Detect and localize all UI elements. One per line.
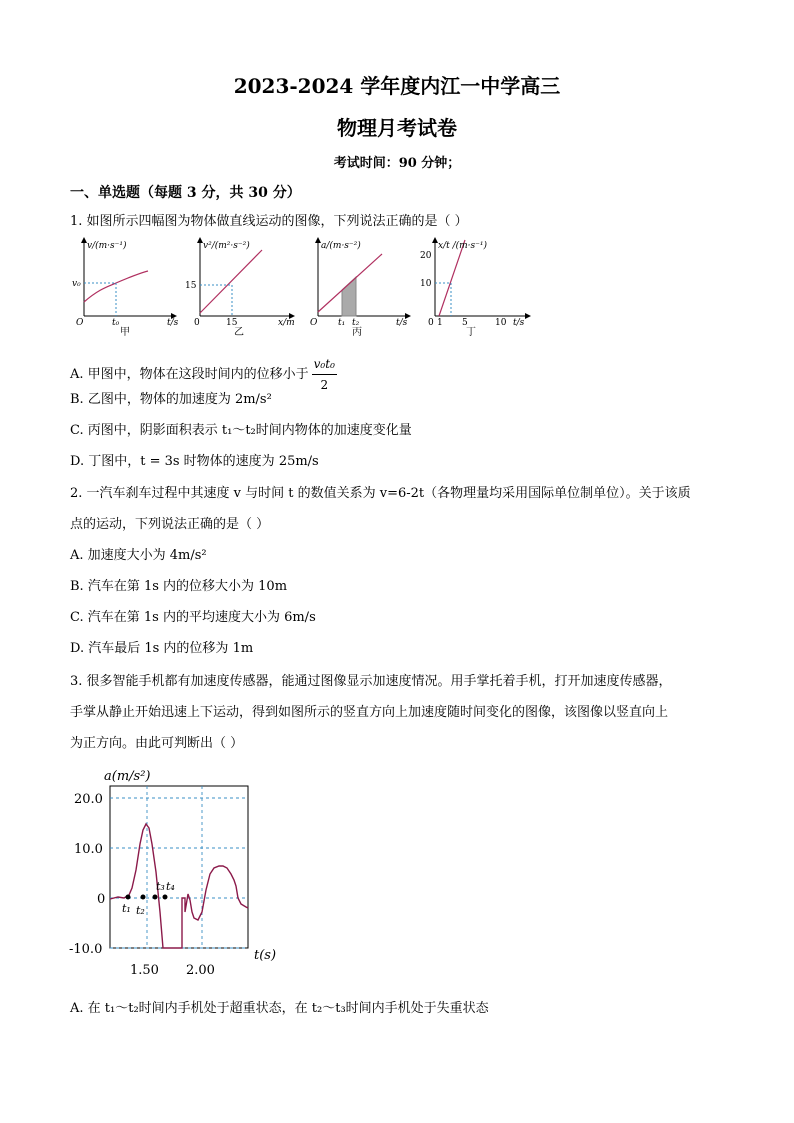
q2-option-a: A. 加速度大小为 4m/s² <box>70 548 207 563</box>
yi-caption: 乙 <box>234 327 244 338</box>
q3-acceleration-graph <box>66 762 286 982</box>
y-tick-20: 20.0 <box>74 792 103 807</box>
yi-x15: 15 <box>226 318 238 328</box>
bing-t2: t₂ <box>352 318 360 328</box>
graph-ding <box>420 240 528 338</box>
point-t3 <box>153 895 158 900</box>
y-axis-label: a(m/s²) <box>104 769 151 784</box>
y-tick-neg10: -10.0 <box>69 942 103 957</box>
q3-option-a: A. 在 t₁～t₂时间内手机处于超重状态，在 t₂～t₃时间内手机处于失重状态 <box>70 1001 489 1016</box>
graph-bing <box>310 240 408 338</box>
section-heading: 一、单选题（每题 3 分，共 30 分） <box>70 185 301 201</box>
jia-t0: t₀ <box>112 318 120 328</box>
yi-ylabel: v²/(m²·s⁻²) <box>203 241 250 251</box>
q1-option-d: D. 丁图中，t = 3s 时物体的速度为 25m/s <box>70 454 319 469</box>
label-t1: t₁ <box>122 902 131 915</box>
q1-option-b: B. 乙图中，物体的加速度为 2m/s² <box>70 392 272 407</box>
label-t2: t₂ <box>136 904 145 917</box>
bing-caption: 丙 <box>352 327 362 338</box>
y-tick-0: 0 <box>97 892 106 907</box>
q1-option-c: C. 丙图中，阴影面积表示 t₁～t₂时间内物体的加速度变化量 <box>70 423 412 438</box>
bing-origin: O <box>310 318 318 328</box>
bing-t1: t₁ <box>338 318 346 328</box>
jia-ylabel: v/(m·s⁻¹) <box>87 241 127 251</box>
graph-yi <box>185 240 295 338</box>
jia-v0: v₀ <box>72 279 81 289</box>
q2-option-d: D. 汽车最后 1s 内的位移为 1m <box>70 641 254 656</box>
q3-stem-line3: 为正方向。由此可判断出（ ） <box>70 736 244 751</box>
q3-stem-line2: 手掌从静止开始迅速上下运动，得到如图所示的竖直方向上加速度随时间变化的图像，该图像以竖直向上 <box>70 705 669 720</box>
q2-stem-line2: 点的运动，下列说法正确的是（ ） <box>70 517 270 532</box>
ding-ylabel: x/t /(m·s⁻¹) <box>438 241 488 251</box>
grid-lines <box>110 786 248 948</box>
jia-origin: O <box>76 318 84 328</box>
ding-x0: 0 <box>428 318 434 328</box>
yi-y15: 15 <box>185 281 197 291</box>
x-tick-200: 2.00 <box>186 963 215 978</box>
yi-origin: 0 <box>194 318 200 328</box>
ding-y20: 20 <box>420 251 432 261</box>
page-title: 2023-2024 学年度内江一中学高三 <box>233 74 561 98</box>
acceleration-curve <box>110 824 248 948</box>
q2-stem-line1: 2. 一汽车刹车过程中其速度 v 与时间 t 的数值关系为 v=6-2t（各物理量均采用国际单位制单位）。关于该质 <box>70 486 691 501</box>
graph-jia <box>72 240 179 338</box>
label-t3: t₃ <box>156 880 165 893</box>
ding-x10: 10 <box>495 318 507 328</box>
graph-frame <box>110 786 248 948</box>
exam-time: 考试时间：90 分钟； <box>333 156 461 171</box>
x-tick-150: 1.50 <box>130 963 159 978</box>
bing-ylabel: a/(m·s⁻²) <box>321 241 361 251</box>
fraction-numerator: v₀t₀ <box>312 354 337 375</box>
ding-x1: 1 <box>437 318 443 328</box>
yi-xlabel: x/m <box>278 318 295 328</box>
point-t4 <box>163 895 168 900</box>
y-tick-10: 10.0 <box>74 842 103 857</box>
ding-y10: 10 <box>420 279 432 289</box>
q1-option-a-text: A. 甲图中，物体在这段时间内的位移小于 <box>70 367 309 382</box>
q1-graphs <box>70 236 540 340</box>
jia-caption: 甲 <box>120 327 130 338</box>
x-axis-label: t(s) <box>254 948 277 963</box>
point-t2 <box>141 895 146 900</box>
q3-stem-line1: 3. 很多智能手机都有加速度传感器，能通过图像显示加速度情况。用手掌托着手机，打开加速度传感器， <box>70 674 672 689</box>
page-subtitle: 物理月考试卷 <box>337 116 457 140</box>
q1-option-a <box>70 354 337 395</box>
q1-stem: 1. 如图所示四幅图为物体做直线运动的图像，下列说法正确的是（ ） <box>70 214 468 229</box>
jia-xlabel: t/s <box>167 318 179 328</box>
ding-x5: 5 <box>462 318 468 328</box>
q2-option-b: B. 汽车在第 1s 内的位移大小为 10m <box>70 579 288 594</box>
label-t4: t₄ <box>166 880 175 893</box>
q2-option-c: C. 汽车在第 1s 内的平均速度大小为 6m/s <box>70 610 316 625</box>
bing-xlabel: t/s <box>396 318 408 328</box>
ding-xlabel: t/s <box>513 318 525 328</box>
q1-option-a-fraction <box>312 354 337 395</box>
ding-caption: 丁 <box>466 327 476 338</box>
point-t1 <box>126 895 131 900</box>
fraction-denominator: 2 <box>320 378 329 392</box>
